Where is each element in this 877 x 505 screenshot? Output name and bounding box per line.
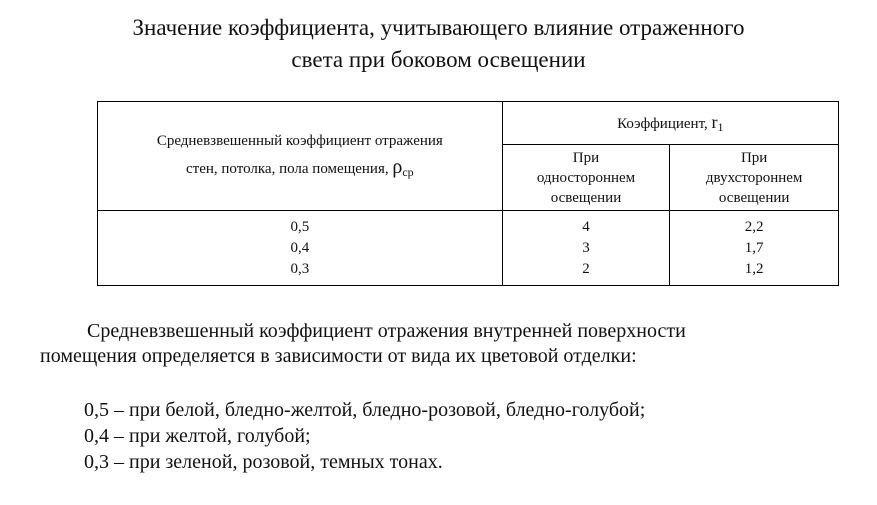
- coefficient-header-text: Коэффициент,: [617, 115, 708, 132]
- one-sided-value: 2: [582, 260, 590, 277]
- list-item: 0,3 – при зеленой, розовой, темных тонах.: [84, 451, 443, 473]
- rho-value: 0,5: [290, 218, 310, 235]
- two-sided-header-line: При: [740, 149, 768, 166]
- one-sided-header-line: При: [572, 149, 600, 166]
- document-title: [0, 12, 877, 76]
- paragraph-line-1: Средневзвешенный коэффициент отражения внутренней поверхности: [87, 320, 686, 342]
- r-symbol: r: [711, 111, 718, 132]
- one-sided-value: 3: [582, 239, 590, 256]
- rho-value: 0,4: [290, 239, 310, 256]
- one-sided-header-line: освещении: [550, 189, 622, 206]
- reflectance-header-line-1: Средневзвешенный коэффициент отражения: [156, 132, 443, 149]
- explanation-paragraph: [40, 319, 840, 369]
- reflectance-list: [84, 397, 645, 475]
- two-sided-value: 1,7: [744, 239, 764, 256]
- coefficient-header-cell: [502, 102, 838, 145]
- two-sided-values-cell: [670, 211, 839, 286]
- reflectance-header-text: стен, потолка, пола помещения,: [185, 160, 389, 177]
- list-item: 0,4 – при желтой, голубой;: [84, 425, 311, 447]
- one-sided-value: 4: [582, 218, 590, 235]
- reflectance-header-cell: [98, 102, 503, 211]
- title-line-1: Значение коэффициента, учитывающего влияние отраженного: [132, 15, 745, 40]
- r-subscript: 1: [717, 119, 724, 134]
- rho-symbol: ρ: [392, 155, 403, 178]
- rho-subscript: ср: [402, 164, 414, 179]
- one-sided-header-cell: [502, 145, 670, 211]
- two-sided-value: 2,2: [744, 218, 764, 235]
- rho-value: 0,3: [290, 260, 310, 277]
- table-header-row: [98, 102, 839, 145]
- one-sided-header-line: одностороннем: [536, 169, 636, 186]
- one-sided-values-cell: [502, 211, 670, 286]
- title-line-2: света при боковом освещении: [291, 47, 586, 72]
- rho-values-cell: [98, 211, 503, 286]
- coefficient-table: [97, 101, 839, 286]
- two-sided-value: 1,2: [744, 260, 764, 277]
- table-data-row: [98, 211, 839, 286]
- list-item: 0,5 – при белой, бледно-желтой, бледно-розовой, бледно-голубой;: [84, 399, 646, 421]
- two-sided-header-line: освещении: [718, 189, 790, 206]
- paragraph-line-2: помещения определяется в зависимости от вида их цветовой отделки:: [40, 345, 637, 367]
- two-sided-header-line: двухстороннем: [705, 169, 803, 186]
- reflectance-header-line-2: [98, 154, 502, 185]
- two-sided-header-cell: [670, 145, 839, 211]
